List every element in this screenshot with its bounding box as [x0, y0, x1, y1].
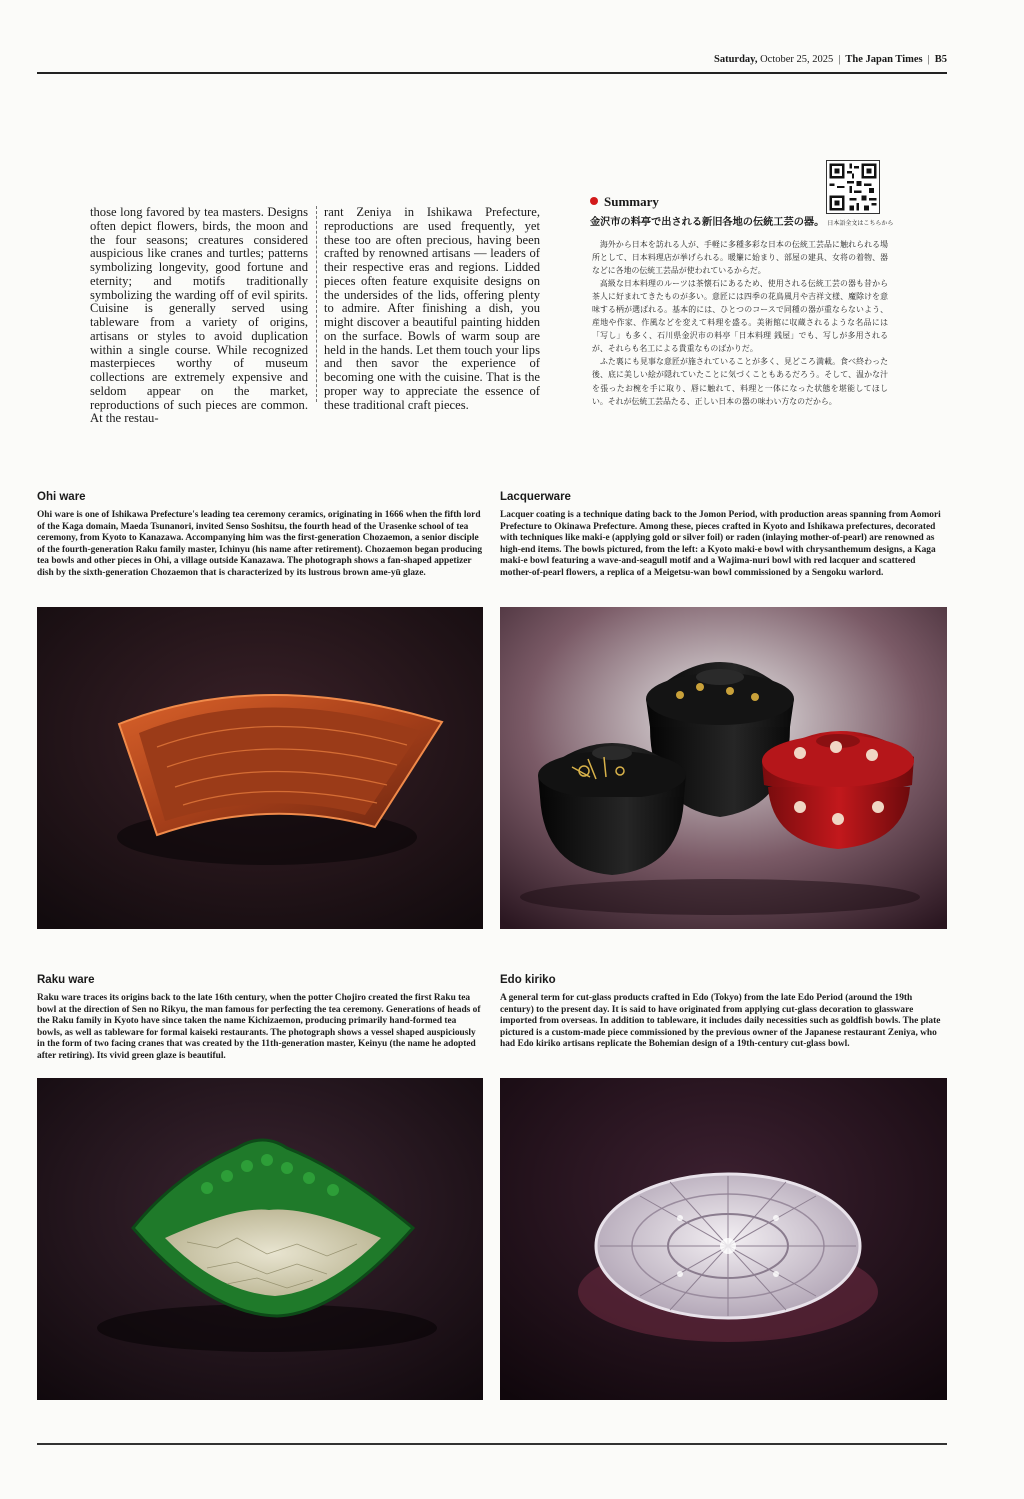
section-title-edo-kiriko: Edo kiriko [500, 974, 556, 986]
summary-body [592, 238, 888, 408]
summary-paragraph: 海外から日本を訪れる人が、手軽に多種多彩な日本の伝統工芸品に触れられる場所として、日本料理店が挙げられる。暖簾に始まり、部屋の建具、女将の着物、器などに各地の伝統工芸品が使われているからだ。 [592, 240, 888, 276]
summary-subtitle: 金沢市の料亭で出される新旧各地の伝統工芸の器。 日本語全文はこちらから [590, 217, 894, 228]
qr-code-icon[interactable] [826, 160, 880, 214]
section-body-ohi: Ohi ware is one of Ishikawa Prefecture's leading tea ceremony ceramics, originating in 1666 when the fifth lord of the Kaga domain, Maeda Tsunanori, invited Senso Soshitsu, the fourth head of the Urasenke school of tea ceremony, from Kyoto to Kanazawa. Accompanying him was the first-generation Chozaemon, a senior disciple of the fourth-generation Raku family master, Ichinyu (his name after retirement). Chozaemon began producing tea bowls and other pieces in Ohi, a village outside Kanazawa. The photograph shows a fan-shaped appetizer dish by the sixth-generation Chozaemon that is characterized by its lustrous brown ame-yū glaze. [37, 510, 483, 578]
summary-subtitle-note[interactable]: 日本語全文はこちらから [827, 220, 894, 227]
section-title-raku: Raku ware [37, 974, 95, 986]
photo-lacquerware [500, 607, 947, 929]
photo-raku-ware [37, 1078, 483, 1400]
section-body-lacquer: Lacquer coating is a technique dating back to the Jomon Period, with production areas spanning from Aomori Prefecture to Okinawa Prefecture. Among these, pieces crafted in Kyoto and Ishikawa prefectures, decorated with techniques like maki-e (applying gold or silver foil) or raden (inlaying mother-of-pearl) are renowned as high-end items. The bowls pictured, from the left: a Kyoto maki-e bowl with chrysanthemum designs, a Kaga maki-e bowl featuring a wave-and-seagull motif and a Wajima-nuri bowl with red lacquer and scattered mother-of-pearl flowers, a replica of a Meigetsu-wan bowl commissioned by a Sengoku warlord. [500, 510, 941, 578]
photo-ohi-ware [37, 607, 483, 929]
masthead-page: B5 [934, 54, 947, 65]
masthead: Saturday, October 25, 2025 | The Japan Times | B5 [37, 52, 947, 74]
article-column-1: those long favored by tea masters. Designs often depict flowers, birds, the moon and the four seasons; creatures considered auspicious like cranes and turtles; patterns symbolizing longevity, good fortune and eternity; and motifs traditionally symbolizing the warding off of evil spirits. Cuisine is generally served using tableware from a variety of origins, artisans or styles to avoid duplication within a single course. While recognized masterpieces worthy of museum collections are extremely expensive and seldom appear on the market, reproductions of such pieces are common. At the restau- [90, 205, 308, 426]
masthead-paper: The Japan Times [845, 54, 923, 65]
summary-paragraph: 高級な日本料理のルーツは茶懐石にあるため、使用される伝統工芸の器も昔から茶人に好まれてきたものが多い。意匠には四季の花鳥風月や吉祥文様、魔除けを意味する柄が選ばれる。基本的には、ひとつのコースで同種の器が重ならないよう、産地や作家、作風などを変えて料理を盛る。美術館に収蔵されるような名品には「写し」も多く、石川県金沢市の料亭「日本料理 銭屋」でも、写しが多用されるが、それらも名工による貴重なものばかりだ。 [592, 279, 888, 354]
bullet-dot-icon [590, 197, 598, 205]
column-divider [316, 206, 317, 402]
masthead-day: Saturday, [713, 54, 758, 65]
summary-heading: Summary [590, 194, 659, 210]
summary-paragraph: ふた裏にも見事な意匠が施されていることが多く、見どころ満載。食べ終わった後、底に美しい絵が隠れていたことに気づくこともあるだろう。そして、温かな汁を張ったお椀を手に取り、唇に触れて、料理と一体になった状態を堪能してほしい。それが伝統工芸品たる、正しい日本の器の味わい方なのだから。 [592, 357, 888, 406]
bottom-rule [37, 1443, 947, 1445]
photo-edo-kiriko [500, 1078, 947, 1400]
section-title-ohi: Ohi ware [37, 491, 86, 503]
section-title-lacquer: Lacquerware [500, 491, 571, 503]
article-column-2: rant Zeniya in Ishikawa Prefecture, reproductions are used frequently, yet these too are often precious, having been crafted by renowned artisans — leaders of their respective eras and regions. Lidded pieces often feature exquisite designs on the undersides of the lids, offering plenty to admire. After finishing a dish, you might discover a beautiful painting hidden on the surface. Bowls of warm soup are held in the hands. Let them touch your lips and then savor the experience of becoming one with the cuisine. That is the proper way to appreciate the essence of these traditional craft pieces. [324, 205, 540, 412]
masthead-date: October 25, 2025 [760, 54, 834, 65]
section-body-raku: Raku ware traces its origins back to the late 16th century, when the potter Chojiro created the first Raku tea bowl at the direction of Sen no Rikyu, the man famous for perfecting the tea ceremony. Generations of heads of the Raku family in Kyoto have since taken the name Kichizaemon, producing primarily hand-formed tea bowls, as well as tableware for formal kaiseki restaurants. The photograph shows a vessel shaped auspiciously in the form of two facing cranes that was created by the 11th-generation master, Keinyu (the name he adopted after retiring). Its vivid green glaze is beautiful. [37, 993, 481, 1061]
section-body-edo-kiriko: A general term for cut-glass products crafted in Edo (Tokyo) from the late Edo Period (around the 19th century) to the present day. It is said to have originated from applying cut-glass decoration to glassware imported from overseas. In addition to tableware, it includes daily necessities such as goldfish bowls. The plate pictured is a custom-made piece commissioned by the previous owner of the Japanese restaurant Zeniya, who had Edo kiriko artisans replicate the Bohemian design of a 19th-century cut-glass bowl. [500, 993, 941, 1049]
